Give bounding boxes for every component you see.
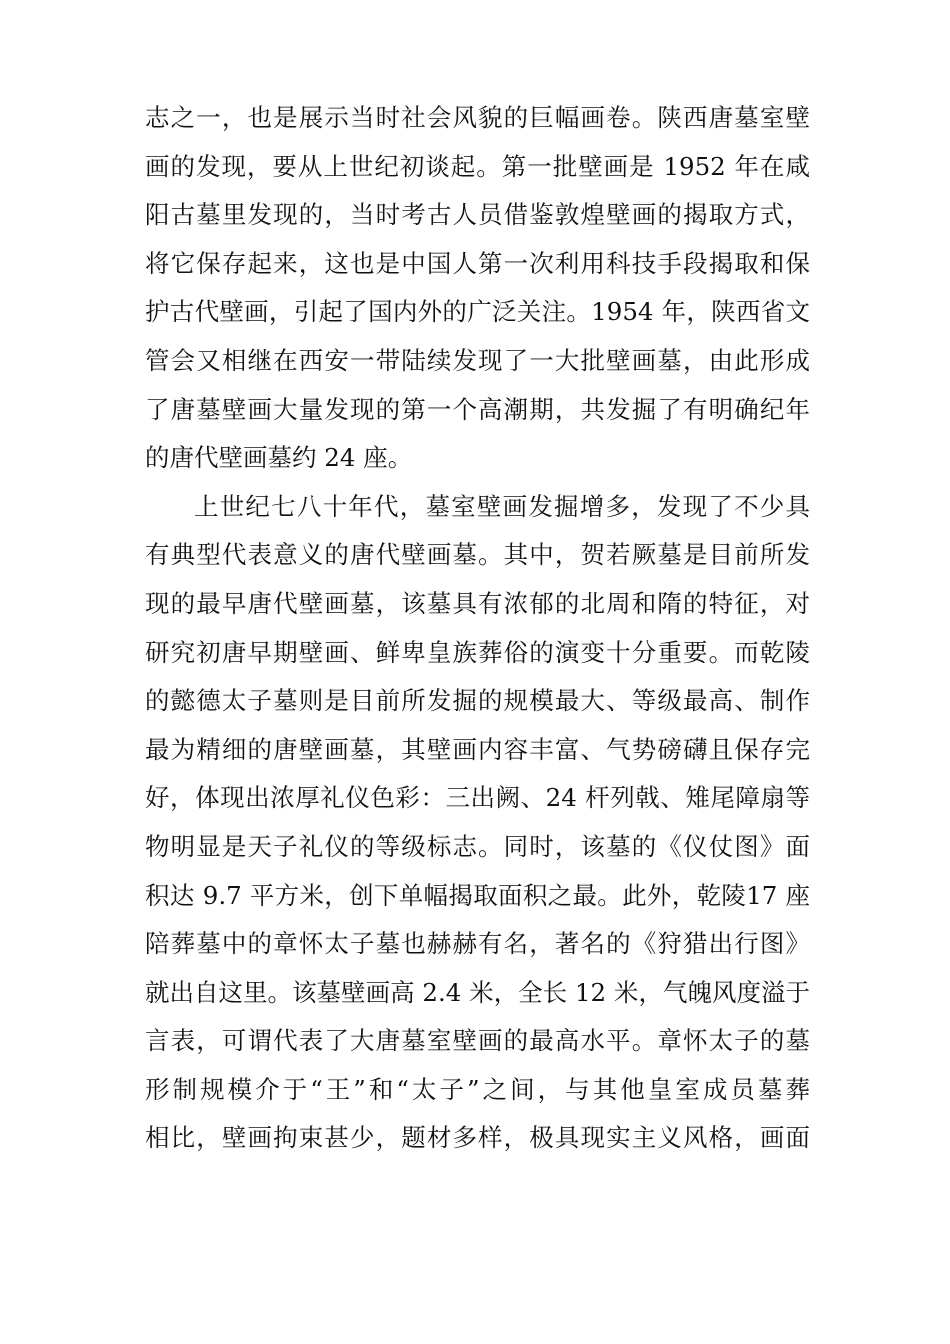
text-line: 言表，可谓代表了大唐墓室壁画的最高水平。章怀太子的墓 bbox=[145, 1026, 810, 1056]
text-line: 物明显是天子礼仪的等级标志。同时，该墓的《仪仗图》面 bbox=[145, 831, 810, 861]
text-line: 的懿德太子墓则是目前所发掘的规模最大、等级最高、制作 bbox=[145, 686, 810, 716]
text-line: 最为精细的唐壁画墓，其壁画内容丰富、气势磅礴且保存完 bbox=[145, 734, 810, 764]
text-line: 护古代壁画，引起了国内外的广泛关注。1954 年，陕西省文 bbox=[145, 297, 810, 327]
text-line: 相比，壁画拘束甚少，题材多样，极具现实主义风格，画面 bbox=[145, 1123, 810, 1153]
text-line: 形制规模介于“王”和“太子”之间，与其他皇室成员墓葬 bbox=[145, 1074, 810, 1104]
text-line: 就出自这里。该墓壁画高 2.4 米，全长 12 米，气魄风度溢于 bbox=[145, 977, 810, 1007]
text-line: 积达 9.7 平方米，创下单幅揭取面积之最。此外，乾陵17 座 bbox=[145, 880, 810, 910]
body-text bbox=[145, 94, 810, 1163]
text-line: 陪葬墓中的章怀太子墓也赫赫有名，著名的《狩猎出行图》 bbox=[145, 929, 810, 959]
text-line: 志之一，也是展示当时社会风貌的巨幅画卷。陕西唐墓室壁 bbox=[145, 103, 810, 132]
text-line: 阳古墓里发现的，当时考古人员借鉴敦煌壁画的揭取方式， bbox=[145, 200, 810, 230]
text-line: 上世纪七八十年代，墓室壁画发掘增多，发现了不少具 bbox=[194, 491, 810, 521]
text-line: 的唐代壁画墓约 24 座。 bbox=[145, 443, 413, 473]
text-line: 管会又相继在西安一带陆续发现了一大批壁画墓，由此形成 bbox=[145, 345, 810, 375]
text-line: 研究初唐早期壁画、鲜卑皇族葬俗的演变十分重要。而乾陵 bbox=[145, 637, 810, 667]
text-line: 有典型代表意义的唐代壁画墓。其中，贺若厥墓是目前所发 bbox=[145, 540, 810, 570]
text-line: 画的发现，要从上世纪初谈起。第一批壁画是 1952 年在咸 bbox=[145, 151, 810, 181]
text-line: 了唐墓壁画大量发现的第一个高潮期，共发掘了有明确纪年 bbox=[145, 394, 810, 424]
paragraph-2 bbox=[145, 483, 810, 1163]
text-line: 将它保存起来，这也是中国人第一次利用科技手段揭取和保 bbox=[145, 248, 810, 278]
text-line: 现的最早唐代壁画墓，该墓具有浓郁的北周和隋的特征，对 bbox=[145, 588, 810, 618]
text-line: 好，体现出浓厚礼仪色彩：三出阙、24 杆列戟、雉尾障扇等 bbox=[145, 783, 810, 813]
paragraph-1 bbox=[145, 94, 810, 483]
